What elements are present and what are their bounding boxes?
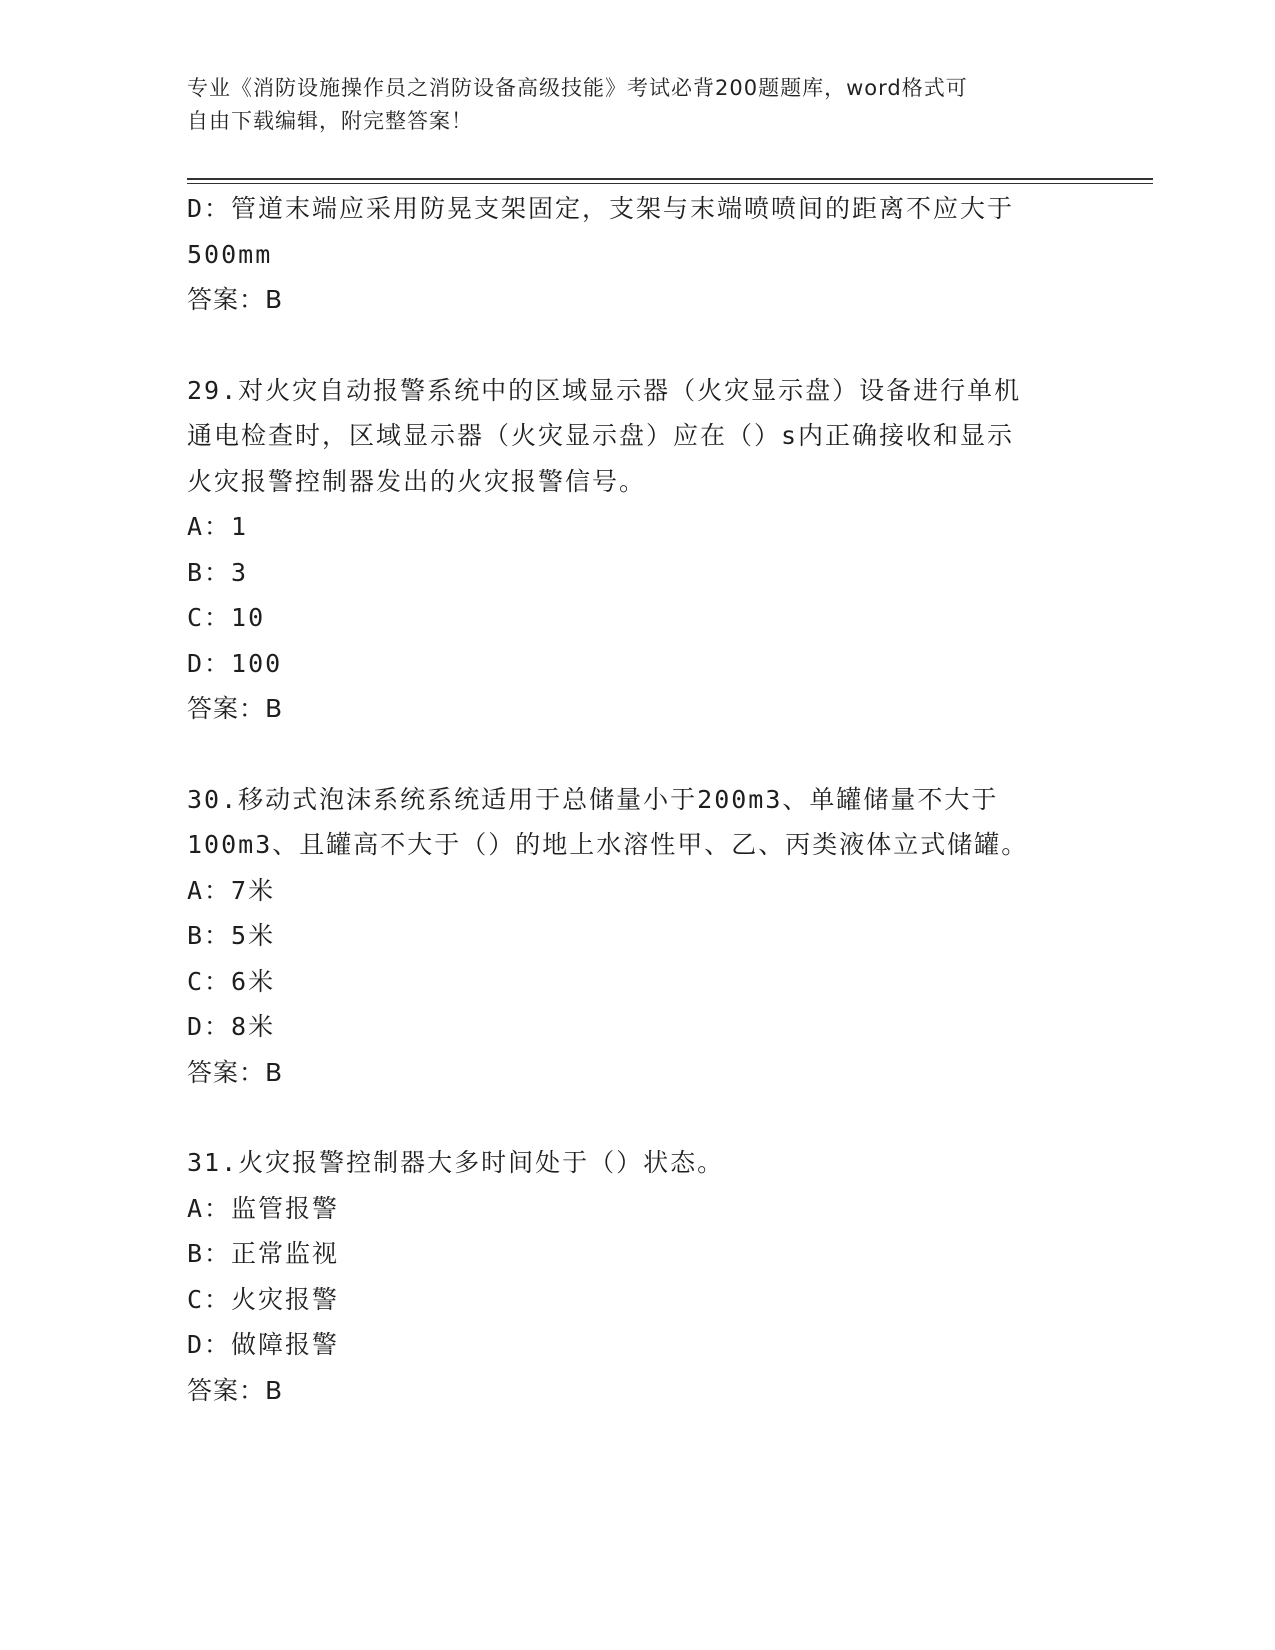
question-block-29: [187, 368, 1087, 732]
option-d-continuation: 500mm: [187, 239, 273, 269]
option-d: D：100: [187, 648, 283, 678]
option-d: D：管道末端应采用防晃支架固定，支架与末端喷喷间的距离不应大于: [187, 194, 1015, 223]
answer-line: 答案：B: [187, 694, 284, 723]
question-block-30: [187, 777, 1087, 1096]
question-stem-line: 100m3、且罐高不大于（）的地上水溶性甲、乙、丙类液体立式储罐。: [187, 830, 1029, 859]
answer-line: 答案：B: [187, 1375, 284, 1405]
header-divider-thin: [187, 183, 1153, 184]
question-stem-line: 31.火灾报警控制器大多时间处于（）状态。: [187, 1148, 725, 1177]
option-a: A：监管报警: [187, 1193, 340, 1223]
option-b: B：5米: [187, 921, 276, 950]
document-body: [187, 186, 1087, 1413]
option-c: C：火灾报警: [187, 1284, 340, 1314]
option-c: C：6米: [187, 966, 276, 996]
option-b: B：正常监视: [187, 1239, 340, 1268]
option-a: A：7米: [187, 875, 276, 905]
answer-line: 答案：B: [187, 1057, 284, 1087]
question-block-28-tail: [187, 186, 1087, 323]
option-d: D：做障报警: [187, 1330, 340, 1359]
question-stem-line: 火灾报警控制器发出的火灾报警信号。: [187, 466, 647, 496]
option-a: A：1: [187, 512, 249, 541]
question-stem-line: 30.移动式泡沫系统系统适用于总储量小于200m3、单罐储量不大于: [187, 784, 999, 814]
question-block-31: [187, 1140, 1087, 1413]
question-stem-line: 29.对火灾自动报警系统中的区域显示器（火灾显示盘）设备进行单机: [187, 375, 1022, 405]
header-line-1: 专业《消防设施操作员之消防设备高级技能》考试必背200题题库，word格式可: [187, 76, 968, 100]
option-c: C：10: [187, 603, 266, 632]
option-b: B：3: [187, 557, 249, 587]
question-stem-line: 通电检查时，区域显示器（火灾显示盘）应在（）s内正确接收和显示: [187, 421, 1015, 450]
header-divider-thick: [187, 178, 1153, 180]
document-header: [187, 72, 1067, 138]
header-line-2: 自由下载编辑，附完整答案！: [187, 109, 473, 133]
answer-line: 答案：B: [187, 285, 284, 314]
option-d: D：8米: [187, 1012, 276, 1041]
